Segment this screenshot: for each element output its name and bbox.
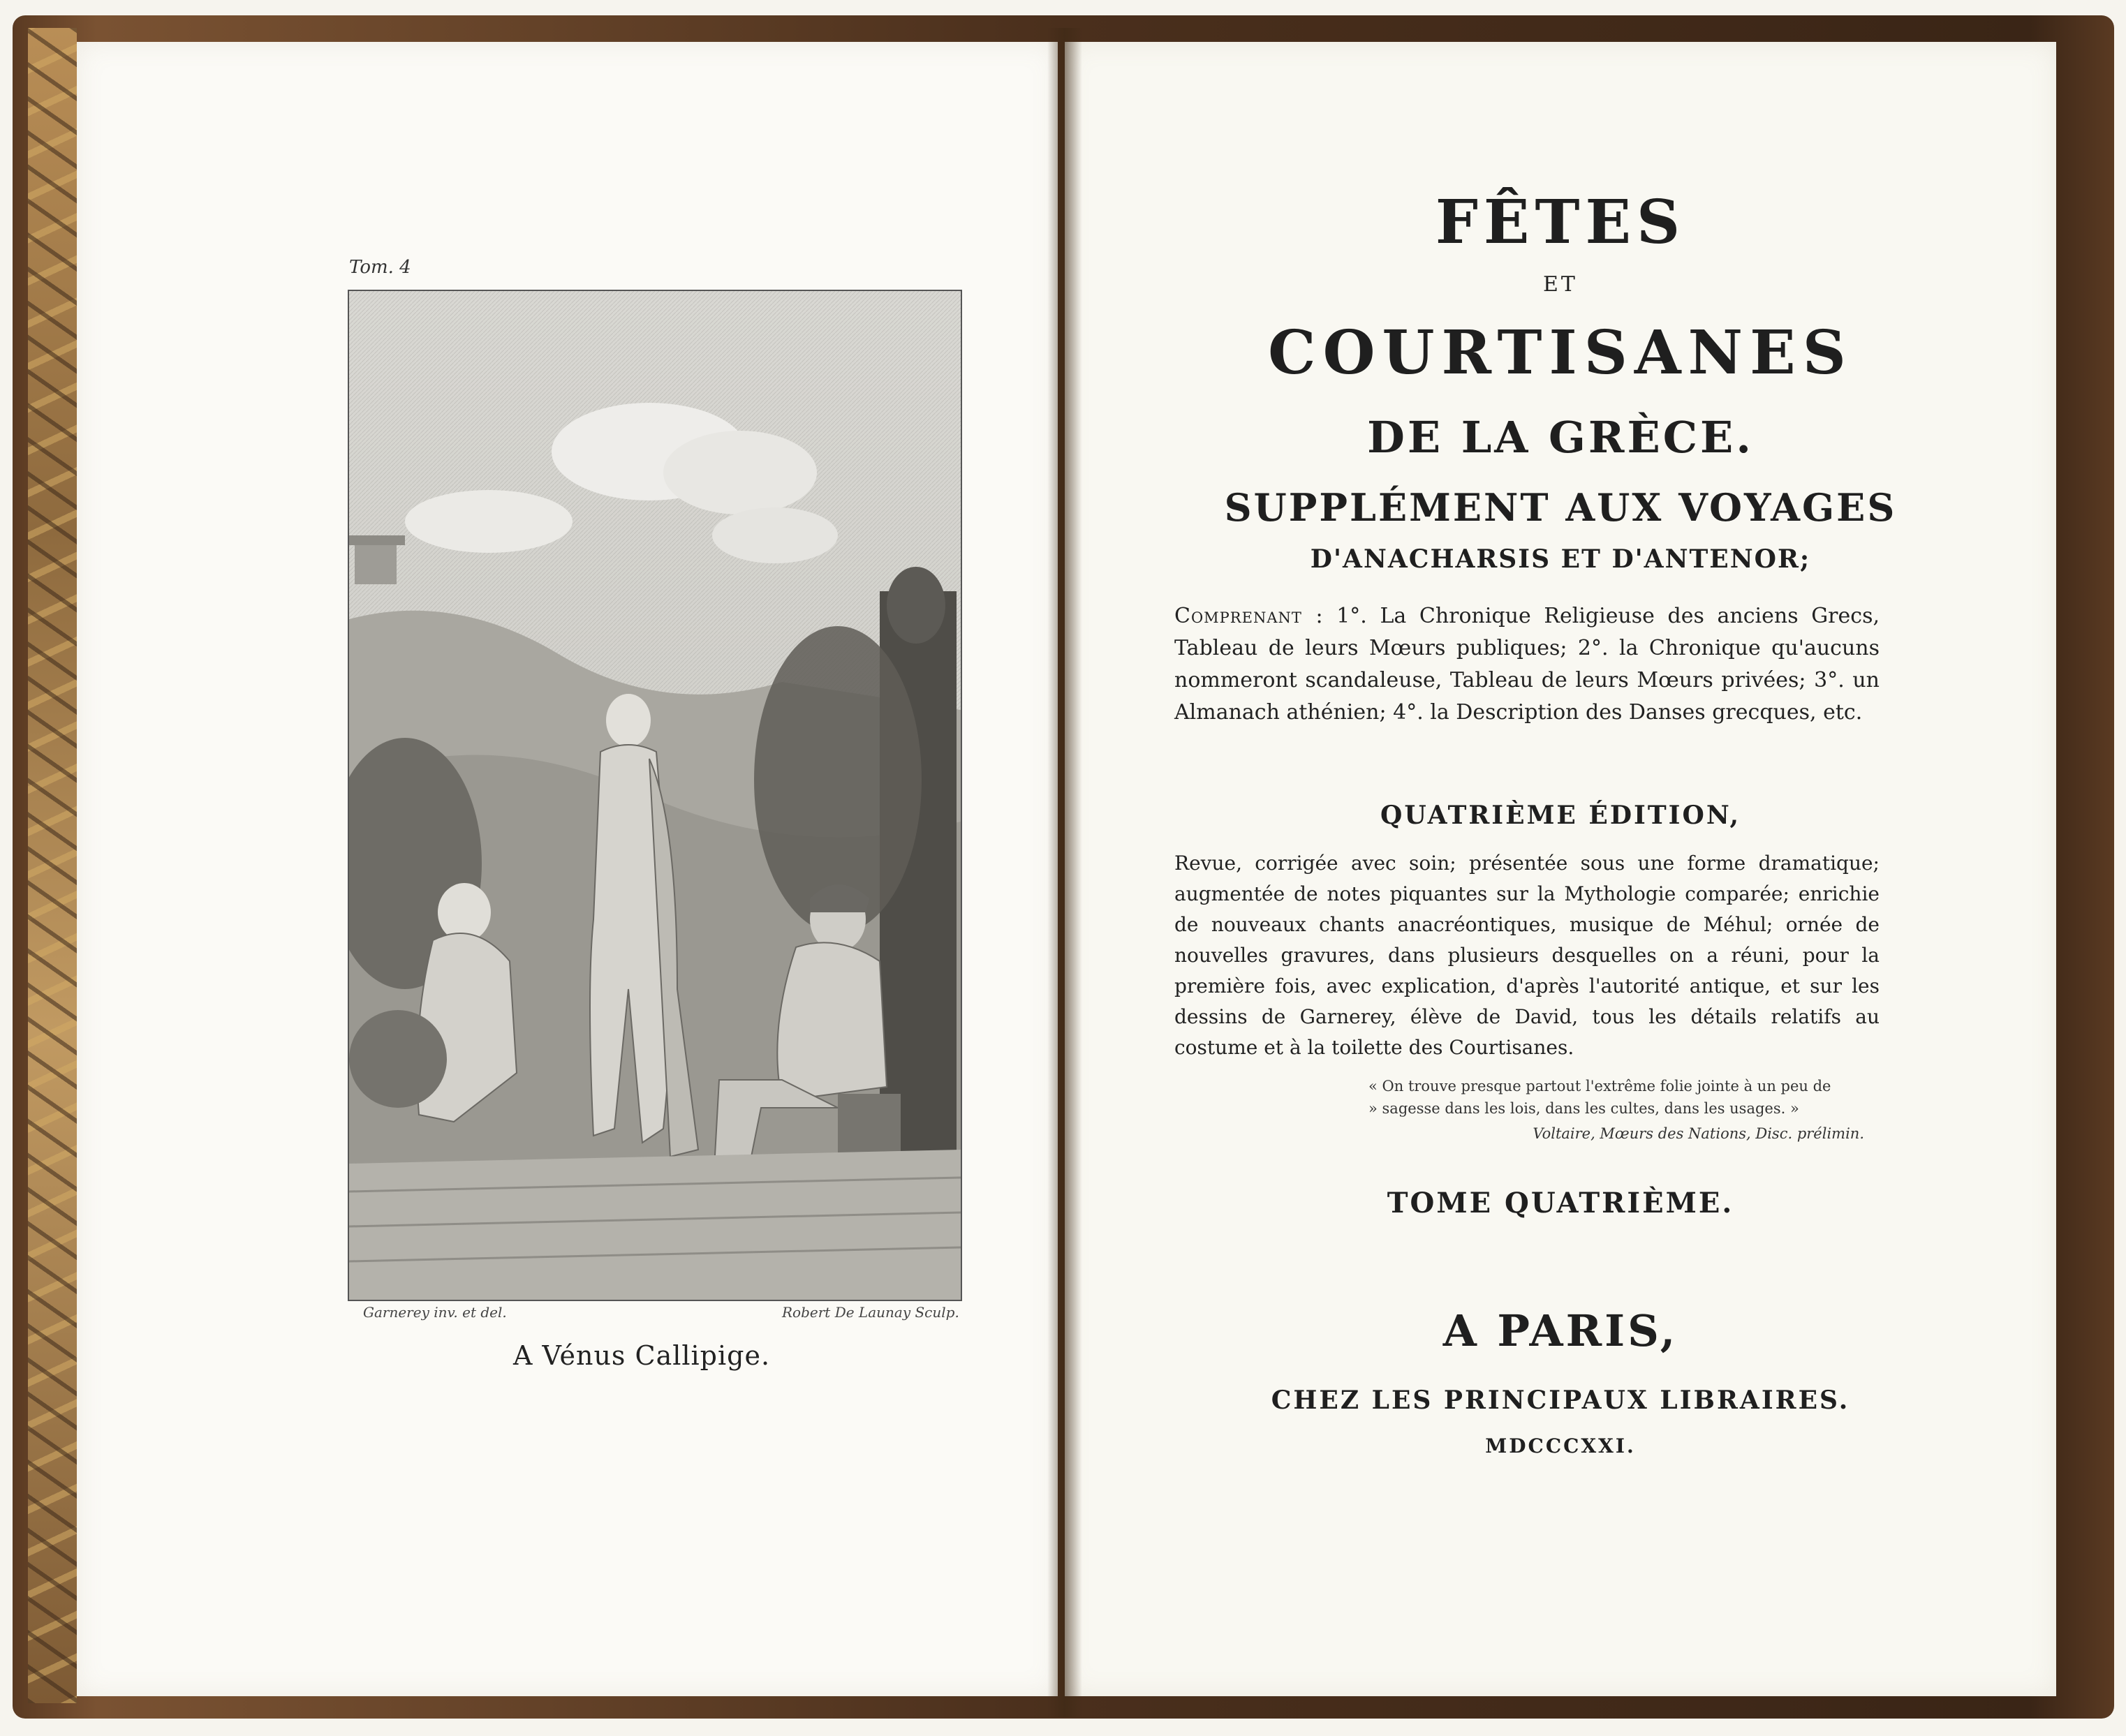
epigraph-line: » sagesse dans les lois, dans les cultes, dans les usages. » (1368, 1100, 1799, 1117)
contents-paragraph (1174, 600, 1880, 729)
imprint-place: A PARIS, (1442, 1305, 1678, 1356)
marbled-endpaper (28, 28, 77, 1703)
title-line-et: ET (1543, 272, 1578, 297)
plate-credit-artist: Garnerey inv. et del. (363, 1304, 507, 1321)
seated-warrior (777, 942, 887, 1101)
contents-text: 1°. La Chronique Religieuse des anciens Grecs, Tableau de leurs Mœurs publiques; 2°. la Chronique qu'aucuns nommeront scandaleuse, Tableau de leurs Mœurs privées; 3°. un Almanach athénien; 4°. la Description des Danses grecques, etc. (1174, 604, 1880, 725)
contents-label: Comprenant : (1174, 604, 1324, 628)
volume-number: TOME QUATRIÈME. (1387, 1187, 1734, 1219)
imprint-year: MDCCCXXI. (1485, 1434, 1636, 1457)
epigraph-attribution: Voltaire, Mœurs des Nations, Disc. prélimin. (1533, 1125, 1864, 1142)
title-line-grece: DE LA GRÈCE. (1367, 412, 1754, 463)
engraving-plate (348, 290, 962, 1301)
imprint-publisher: CHEZ LES PRINCIPAUX LIBRAIRES. (1271, 1386, 1850, 1415)
subtitle-supplement: SUPPLÉMENT AUX VOYAGES (1224, 485, 1897, 530)
plate-credit-engraver: Robert De Launay Sculp. (782, 1304, 959, 1321)
flowers (349, 1010, 447, 1108)
title-line-fetes: FÊTES (1435, 187, 1686, 258)
plate-volume-label: Tom. 4 (349, 257, 411, 278)
cloud (405, 490, 573, 553)
epigraph (1368, 1075, 1871, 1120)
title-line-courtisanes: COURTISANES (1268, 318, 1853, 388)
epigraph-line: « On trouve presque partout l'extrême folie jointe à un peu de (1368, 1078, 1831, 1095)
subtitle-anacharsis: D'ANACHARSIS ET D'ANTENOR; (1310, 544, 1811, 574)
engraving-illustration (349, 291, 961, 1300)
plate-caption: A Vénus Callipige. (513, 1340, 771, 1371)
revision-paragraph: Revue, corrigée avec soin; présentée sous une forme dramatique; augmentée de notes piquantes sur la Mythologie comparée; enrichie de nouveaux chants anacréontiques, musique de Méhul; ornée de nouvelles gravures, dans plusieurs desquelles on a réuni, pour la première fois, avec explication, d'après l'autorité antique, et sur les dessins de Garnerey, élève de David, tous les détails relatifs au costume et à la toilette des Courtisanes. (1174, 852, 1880, 1059)
edition-statement: QUATRIÈME ÉDITION, (1380, 801, 1741, 830)
cloud (663, 431, 817, 514)
temple (355, 542, 397, 584)
cloud (712, 507, 838, 563)
